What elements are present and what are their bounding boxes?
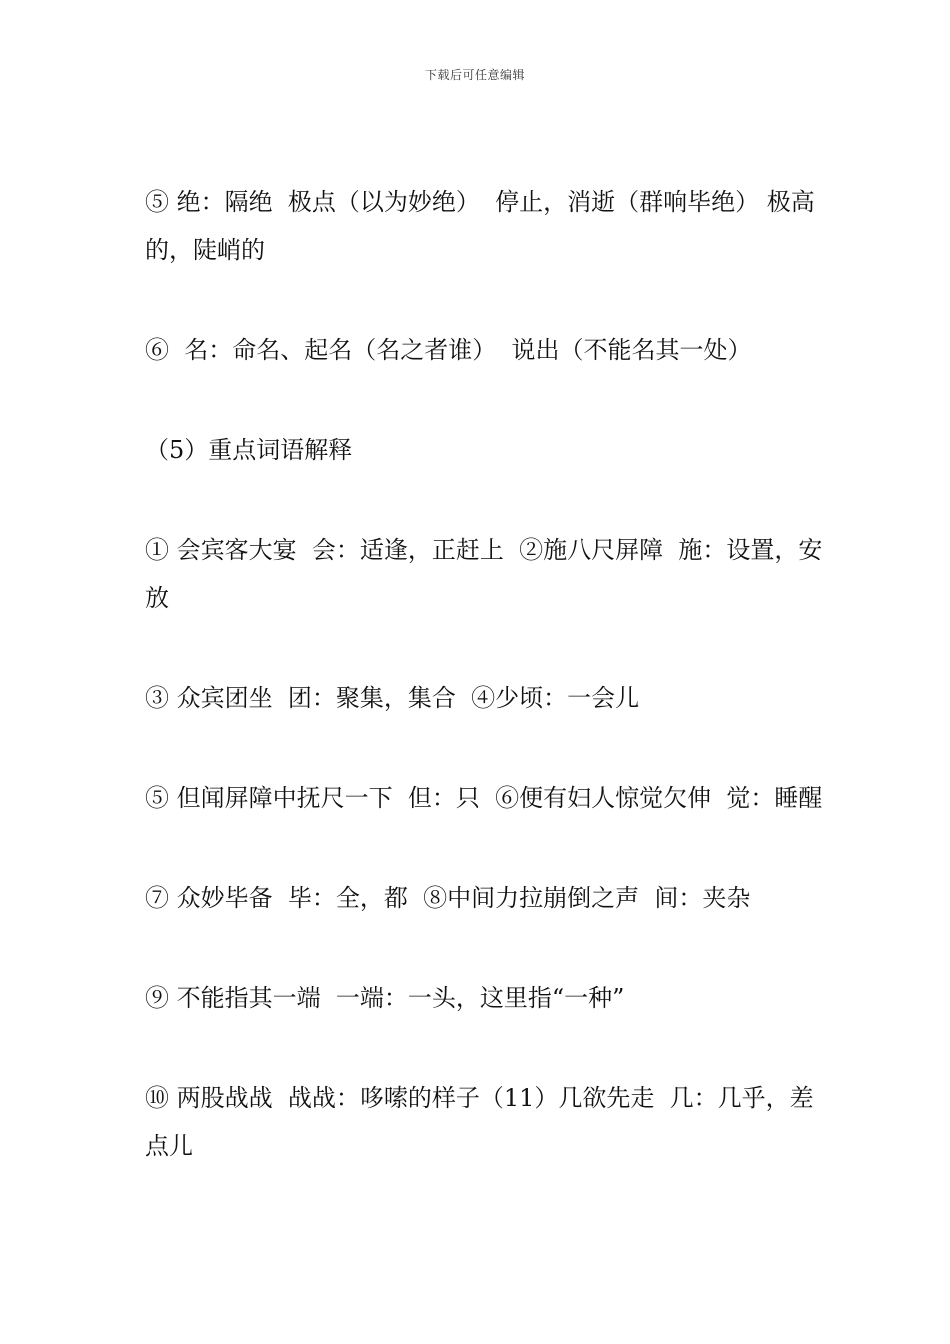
paragraph-jue-definitions: ⑤ 绝：隔绝 极点（以为妙绝） 停止，消逝（群响毕绝） 极高的，陡峭的 <box>145 188 815 264</box>
page-header: 下载后可任意编辑 <box>424 68 525 82</box>
paragraph-vocab-3-4: ③ 众宾团坐 团：聚集，集合 ④少顷：一会儿 <box>145 684 640 712</box>
paragraph-vocab-7-8: ⑦ 众妙毕备 毕：全，都 ⑧中间力拉崩倒之声 间：夹杂 <box>145 884 751 912</box>
section-heading: （5）重点词语解释 <box>145 436 353 464</box>
paragraph-vocab-1-2: ① 会宾客大宴 会：适逢，正赶上 ②施八尺屏障 施：设置，安放 <box>145 536 823 612</box>
paragraph-vocab-9: ⑨ 不能指其一端 一端：一头，这里指“一种” <box>145 984 625 1012</box>
paragraph-vocab-10-11: ⑩ 两股战战 战战：哆嗦的样子（11）几欲先走 几：几乎，差点儿 <box>145 1084 814 1160</box>
paragraph-ming-definitions: ⑥ 名：命名、起名（名之者谁） 说出（不能名其一处） <box>145 336 752 364</box>
paragraph-vocab-5-6: ⑤ 但闻屏障中抚尺一下 但：只 ⑥便有妇人惊觉欠伸 觉：睡醒 <box>145 784 823 812</box>
document-body <box>145 178 835 1222</box>
